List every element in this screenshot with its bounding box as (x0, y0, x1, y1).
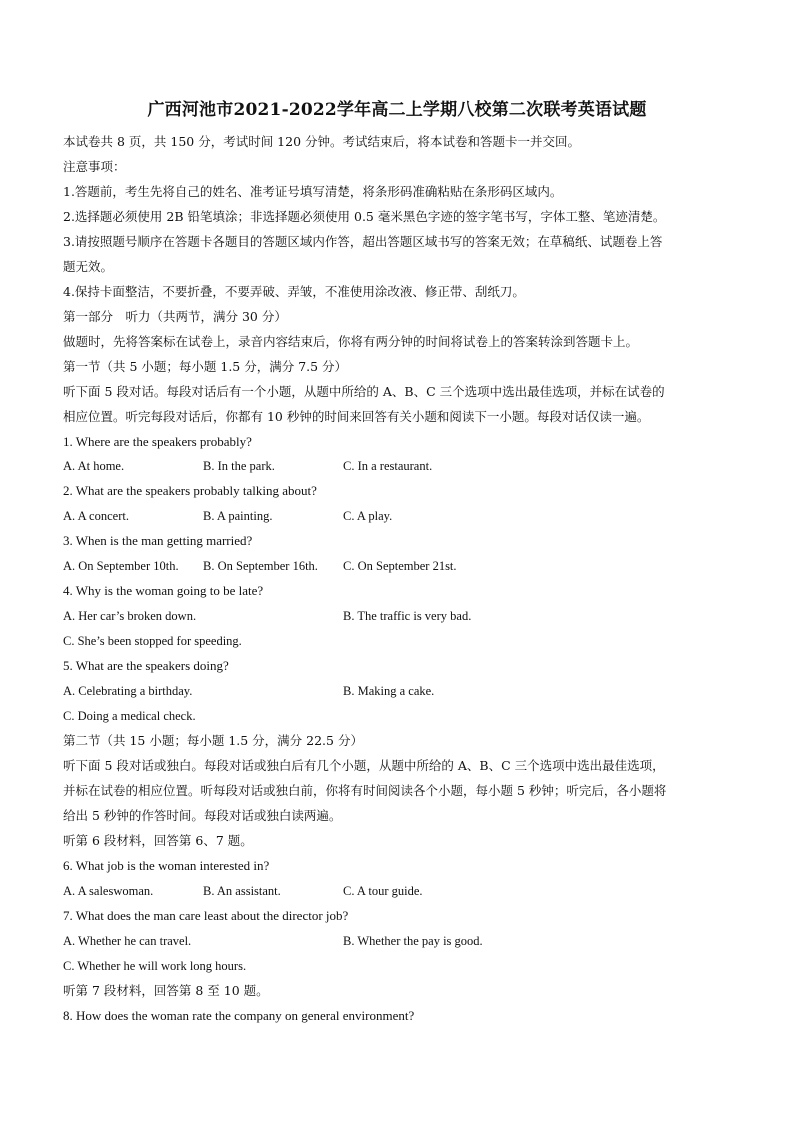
part1-heading: 第一部分 听力（共两节，满分 30 分） (63, 309, 287, 324)
option-a: A. At home. (63, 459, 125, 473)
question-stem: 1. Where are the speakers probably? (63, 434, 252, 449)
option-a: A. Celebrating a birthday. (63, 684, 193, 698)
option-a: A. A concert. (63, 509, 129, 523)
section1-instruction: 相应位置。听完每段对话后，你都有 10 秒钟的时间来回答有关小题和阅读下一小题。每段对话仅读一遍。 (63, 409, 650, 424)
option-a: A. On September 10th. (63, 559, 179, 573)
option-a: A. Her car’s broken down. (63, 609, 197, 623)
option-b: B. On September 16th. (203, 559, 318, 573)
option-b: B. An assistant. (203, 884, 281, 898)
section2-instruction: 并标在试卷的相应位置。听每段对话或独白前，你将有时间阅读各个小题，每小题 5 秒钟；听完后，各小题将 (63, 783, 667, 798)
section1-instruction: 听下面 5 段对话。每段对话后有一个小题，从题中所给的 A、B、C 三个选项中选出最佳选项，并标在试卷的 (63, 384, 665, 399)
section2-instruction: 给出 5 秒钟的作答时间。每段对话或独白读两遍。 (63, 808, 342, 823)
notice-heading: 注意事项： (63, 159, 126, 174)
option-a: A. A saleswoman. (63, 884, 154, 898)
option-c: C. A play. (343, 509, 393, 523)
notice-item: 3.请按照题号顺序在答题卡各题目的答题区域内作答，超出答题区域书写的答案无效；在草稿纸、试题卷上答 (63, 234, 663, 249)
question-stem: 7. What does the man care least about the director job? (63, 908, 349, 923)
section1-heading: 第一节（共 5 小题；每小题 1.5 分，满分 7.5 分） (63, 359, 348, 374)
option-a: A. Whether he can travel. (63, 934, 192, 948)
notice-item: 2.选择题必须使用 2B 铅笔填涂；非选择题必须使用 0.5 毫米黑色字迹的签字笔书写，字体工整、笔迹清楚。 (63, 209, 666, 224)
question-stem: 2. What are the speakers probably talking about? (63, 483, 317, 498)
option-b: B. Whether the pay is good. (343, 934, 483, 948)
option-c: C. She’s been stopped for speeding. (63, 634, 242, 648)
option-b: B. In the park. (203, 459, 275, 473)
question-stem: 6. What job is the woman interested in? (63, 858, 270, 873)
question-stem: 8. How does the woman rate the company on general environment? (63, 1008, 415, 1023)
option-c: C. A tour guide. (343, 884, 423, 898)
notice-item: 1.答题前，考生先将自己的姓名、准考证号填写清楚，将条形码准确粘贴在条形码区域内。 (63, 184, 563, 199)
question-stem: 3. When is the man getting married? (63, 533, 253, 548)
option-c: C. Whether he will work long hours. (63, 959, 247, 973)
question-stem: 5. What are the speakers doing? (63, 658, 229, 673)
section2-heading: 第二节（共 15 小题；每小题 1.5 分，满分 22.5 分） (63, 733, 363, 748)
material-heading: 听第 7 段材料，回答第 8 至 10 题。 (63, 983, 269, 998)
option-c: C. On September 21st. (343, 559, 457, 573)
option-b: B. Making a cake. (343, 684, 435, 698)
notice-item: 4.保持卡面整洁，不要折叠，不要弄破、弄皱，不准使用涂改液、修正带、刮纸刀。 (63, 284, 525, 299)
option-c: C. In a restaurant. (343, 459, 433, 473)
exam-title: 广西河池市2021-2022学年高二上学期八校第二次联考英语试题 (147, 100, 647, 120)
material-heading: 听第 6 段材料，回答第 6、7 题。 (63, 833, 253, 848)
notice-item: 题无效。 (63, 259, 114, 274)
exam-intro: 本试卷共 8 页，共 150 分，考试时间 120 分钟。考试结束后，将本试卷和答题卡一并交回。 (63, 134, 581, 149)
question-stem: 4. Why is the woman going to be late? (63, 583, 264, 598)
option-c: C. Doing a medical check. (63, 709, 196, 723)
option-b: B. The traffic is very bad. (343, 609, 472, 623)
part1-instruction: 做题时，先将答案标在试卷上，录音内容结束后，你将有两分钟的时间将试卷上的答案转涂到答题卡上。 (63, 334, 639, 349)
option-b: B. A painting. (203, 509, 273, 523)
section2-instruction: 听下面 5 段对话或独白。每段对话或独白后有几个小题，从题中所给的 A、B、C 三个选项中选出最佳选项， (63, 758, 665, 773)
